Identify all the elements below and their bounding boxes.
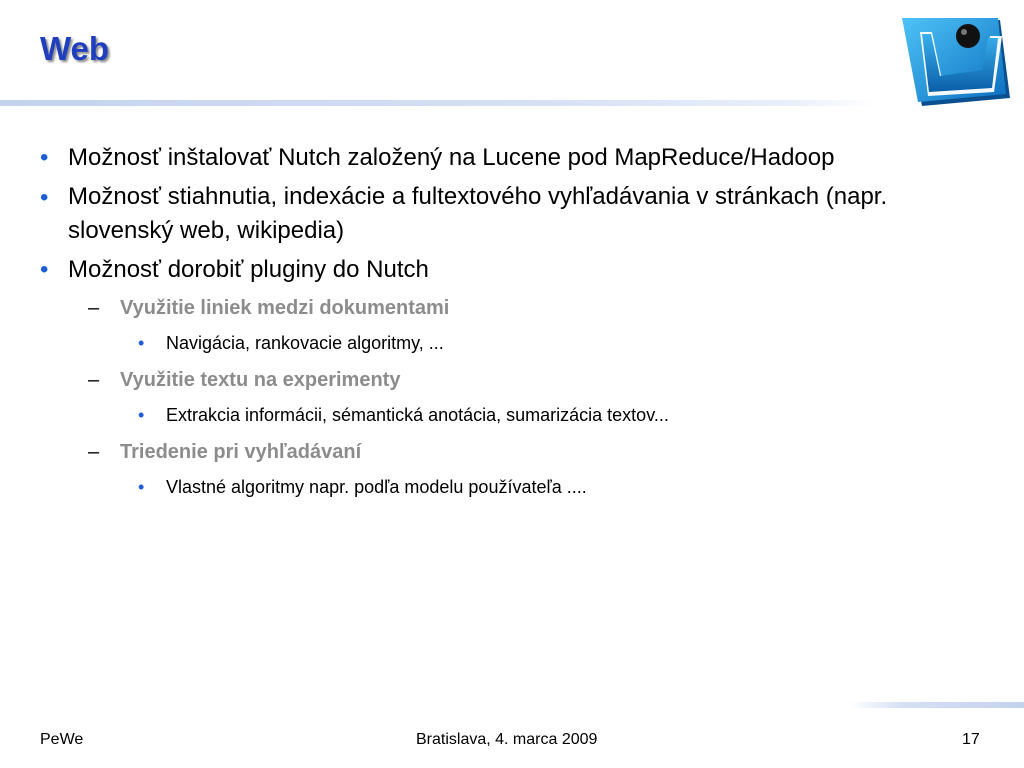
bullet-icon: •	[40, 144, 49, 171]
footer-author: PeWe	[40, 731, 84, 748]
bullet-text: Možnosť inštalovať Nutch založený na Lucene pod MapReduce/Hadoop	[68, 144, 835, 171]
detail-text: Vlastné algoritmy napr. podľa modelu používateľa ....	[166, 477, 587, 497]
title-divider	[0, 100, 875, 106]
detail-item	[40, 400, 1000, 430]
dash-icon: –	[88, 297, 100, 319]
detail-item	[40, 328, 1000, 358]
bullet-icon: •	[138, 333, 145, 353]
sub-item	[40, 436, 1000, 468]
slide-body	[40, 140, 1000, 508]
sub-item	[40, 292, 1000, 324]
dash-icon: –	[88, 441, 100, 463]
page-number: 17	[962, 731, 980, 748]
detail-text: Navigácia, rankovacie algoritmy, ...	[166, 333, 444, 353]
bullet-text: Možnosť dorobiť pluginy do Nutch	[68, 256, 429, 283]
sub-item-heading: Využitie textu na experimenty	[120, 369, 401, 391]
slide-title: Web	[40, 30, 110, 67]
sub-item	[40, 364, 1000, 396]
bullet-icon: •	[138, 405, 145, 425]
bullet-icon: •	[40, 184, 49, 211]
detail-item	[40, 472, 1000, 502]
pewe-logo-icon	[898, 14, 1014, 110]
bullet-icon: •	[138, 477, 145, 497]
bullet-item	[40, 252, 1000, 288]
bullet-icon: •	[40, 256, 49, 283]
detail-text: Extrakcia informácii, sémantická anotácia, sumarizácia textov...	[166, 405, 669, 425]
bullet-text: Možnosť stiahnutia, indexácie a fultextového vyhľadávania v stránkach (napr. slovenský web, wikipedia)	[68, 183, 888, 244]
sub-item-heading: Triedenie pri vyhľadávaní	[120, 441, 362, 463]
bullet-item	[40, 180, 1000, 248]
dash-icon: –	[88, 369, 100, 391]
footer-date: Bratislava, 4. marca 2009	[416, 731, 598, 748]
bullet-item	[40, 140, 1000, 176]
sub-item-heading: Využitie liniek medzi dokumentami	[120, 297, 450, 319]
footer-divider	[850, 702, 1024, 708]
